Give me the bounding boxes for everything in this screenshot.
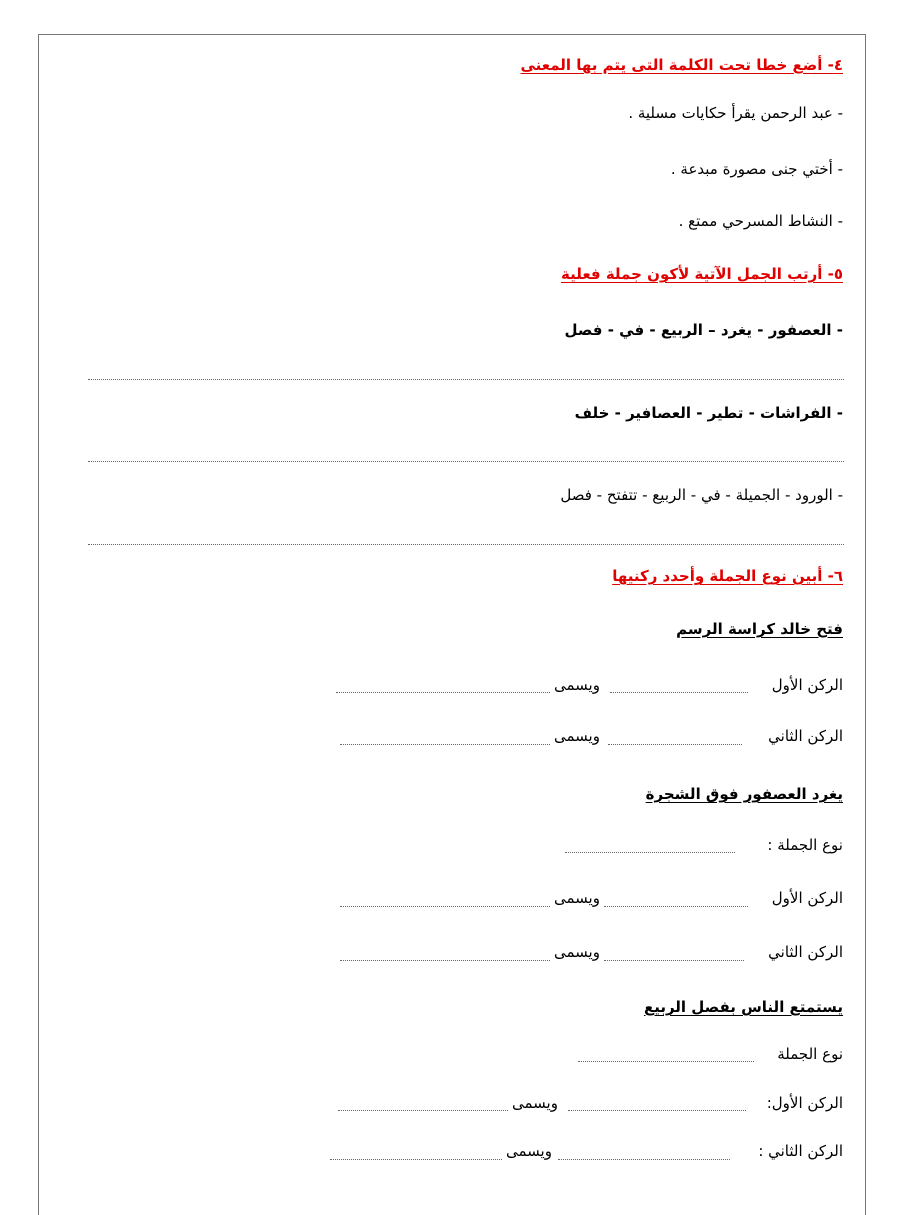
q4-sentence-1: - عبد الرحمن يقرأ حكايات مسلية .: [628, 104, 843, 122]
s3-first-named-label: ويسمى: [512, 1094, 558, 1112]
s1-second-pillar-label: الركن الثاني: [768, 727, 843, 745]
q5-answer-line-1[interactable]: [88, 379, 844, 380]
s1-first-pillar-label: الركن الأول: [771, 676, 843, 694]
s2-first-name-blank[interactable]: [340, 906, 550, 907]
s2-type-blank[interactable]: [565, 852, 735, 853]
q5-answer-line-3[interactable]: [88, 544, 844, 545]
s1-first-named-label: ويسمى: [554, 676, 600, 694]
s3-second-name-blank[interactable]: [330, 1159, 502, 1160]
s3-second-pillar-label: الركن الثاني :: [758, 1142, 843, 1160]
q6-sentence-2-title: يغرد العصفور فوق الشجرة: [645, 785, 843, 803]
s2-first-pillar-label: الركن الأول: [771, 889, 843, 907]
q5-item-3: - الورود - الجميلة - في - الربيع - تتفتح - فصل: [560, 486, 843, 504]
q4-heading: ٤- أضع خطا تحت الكلمة التى يتم بها المعنى: [520, 56, 843, 74]
s3-first-name-blank[interactable]: [338, 1110, 508, 1111]
q5-item-2: - الفراشات - تطير - العصافير - خلف: [574, 404, 843, 422]
q6-heading: ٦- أبين نوع الجملة وأحدد ركنيها: [612, 567, 843, 585]
s2-type-label: نوع الجملة :: [767, 836, 843, 854]
s1-second-name-blank[interactable]: [340, 744, 550, 745]
q5-item-1: - العصفور - يغرد – الربيع - في - فصل: [564, 321, 843, 339]
q5-heading: ٥- أرتب الجمل الآتية لأكون جملة فعلية: [560, 265, 843, 283]
s2-second-pillar-blank[interactable]: [604, 960, 744, 961]
s2-second-name-blank[interactable]: [340, 960, 550, 961]
s3-type-label: نوع الجملة: [777, 1045, 843, 1063]
s3-first-pillar-label: الركن الأول:: [766, 1094, 843, 1112]
q5-answer-line-2[interactable]: [88, 461, 844, 462]
s1-second-pillar-blank[interactable]: [608, 744, 742, 745]
s3-first-pillar-blank[interactable]: [568, 1110, 746, 1111]
s1-first-pillar-blank[interactable]: [610, 692, 748, 693]
s1-first-name-blank[interactable]: [336, 692, 550, 693]
q4-sentence-3: - النشاط المسرحي ممتع .: [678, 212, 843, 230]
s2-first-pillar-blank[interactable]: [604, 906, 748, 907]
s2-first-named-label: ويسمى: [554, 889, 600, 907]
q6-sentence-3-title: يستمتع الناس بفصل الربيع: [643, 998, 843, 1016]
q4-sentence-2: - أختي جنى مصورة مبدعة .: [670, 160, 843, 178]
s3-second-named-label: ويسمى: [506, 1142, 552, 1160]
s3-second-pillar-blank[interactable]: [558, 1159, 730, 1160]
s1-second-named-label: ويسمى: [554, 727, 600, 745]
s2-second-named-label: ويسمى: [554, 943, 600, 961]
q6-sentence-1-title: فتح خالد كراسة الرسم: [676, 620, 843, 638]
s3-type-blank[interactable]: [578, 1061, 754, 1062]
s2-second-pillar-label: الركن الثاني: [768, 943, 843, 961]
